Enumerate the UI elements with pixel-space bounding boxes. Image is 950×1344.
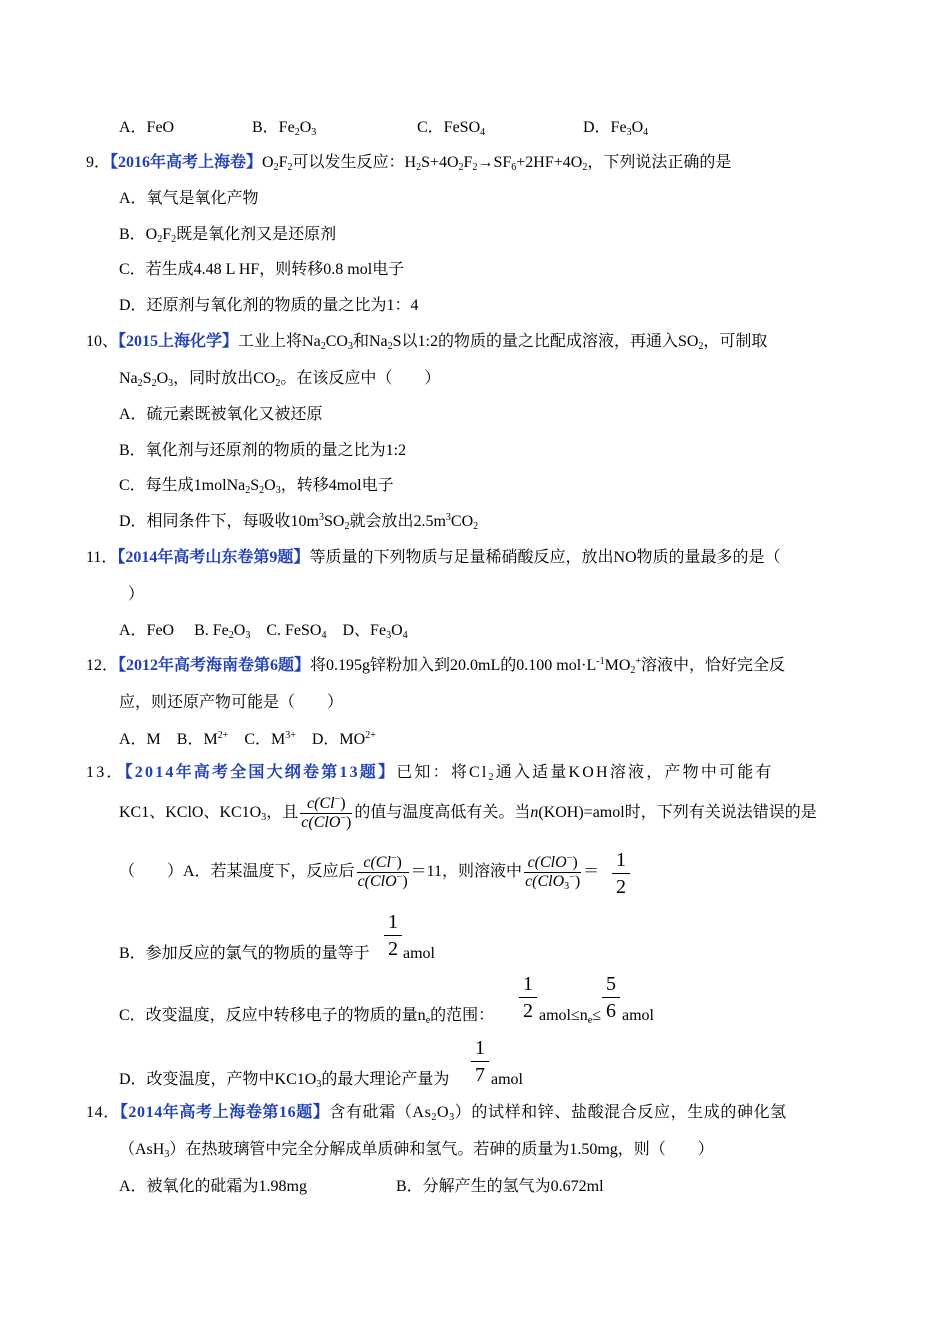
q13-fa1-dp: − xyxy=(396,871,403,883)
q8-d-t1: D．Fe xyxy=(583,119,627,136)
q9-b-s2: 2 xyxy=(171,234,177,245)
q13-t2: 通入适量KOH溶液，产物中可能有 xyxy=(495,764,774,781)
q13-c-half-n: 1 xyxy=(523,973,533,995)
q14-option-b: B．分解产生的氢气为0.672ml xyxy=(396,1178,604,1195)
q14-l2-s1: 3 xyxy=(164,1149,170,1160)
q13-fa1-d: c(ClO xyxy=(357,872,397,890)
q9-t2: F xyxy=(278,154,288,171)
q13-t1: 已知：将Cl xyxy=(396,764,489,781)
q13-fa2-numerator xyxy=(524,854,581,873)
q10-s2: 3 xyxy=(347,341,353,352)
q14-t3: ）的试样和锌、盐酸混合反应，生成的砷化氢 xyxy=(454,1104,787,1121)
q13-fa2-n: c(ClO xyxy=(527,853,567,871)
q13-c-six: 6 xyxy=(606,1000,616,1022)
q13-b-half xyxy=(384,910,402,961)
q10-l2-s2: 2 xyxy=(151,378,157,389)
q13-d-s1: 3 xyxy=(316,1079,322,1090)
q13-fa2-n2: ) xyxy=(572,853,578,871)
q13-f1-d: c(ClO xyxy=(301,813,341,831)
q13-option-b xyxy=(119,944,370,964)
q13-fa1-np: − xyxy=(390,852,397,864)
q14-option-a: A．被氧化的砒霜为1.98mg xyxy=(119,1178,308,1195)
q8-option-a xyxy=(119,118,174,138)
q8-option-b xyxy=(252,118,316,138)
q10-d-p2: 3 xyxy=(445,512,451,523)
q10-t2: CO xyxy=(325,333,348,350)
q10-option-b: B．氧化剂与还原剂的物质的量之比为1:2 xyxy=(119,442,407,459)
q12-o-p1: 2+ xyxy=(217,730,229,741)
q13-f1-dp: − xyxy=(340,812,347,824)
q9-stem xyxy=(86,153,731,173)
q13-l2-t4: (KOH)=amol时，下列有关说法错误的是 xyxy=(538,804,817,821)
q13-fa1-d2: ) xyxy=(402,872,408,890)
q10-l2-t3: O xyxy=(156,370,169,387)
q13-c-t1: C．改变温度，反应中转移电子的物质的量n xyxy=(119,1007,426,1024)
q10-t4: S以1:2的物质的量之比配成溶液，再通入SO xyxy=(392,333,699,350)
q9-s5: 2 xyxy=(472,162,478,173)
q11-o-s5: 4 xyxy=(402,630,408,641)
q12-p2: + xyxy=(635,656,642,667)
q10-stem xyxy=(86,332,767,352)
q11-o-t5: O xyxy=(391,622,403,639)
q10-s1: 2 xyxy=(320,341,326,352)
q9-s4: 2 xyxy=(458,162,464,173)
q14-l2-t2: ）在热玻璃管中完全分解成单质砷和氢气。若砷的质量为1.50mg，则（ ） xyxy=(169,1141,714,1158)
q10-option-d xyxy=(119,512,478,532)
q13-l2-t3: 的值与温度高低有关。当 xyxy=(354,804,531,821)
q10-source: 【2015上海化学】 xyxy=(118,333,239,350)
q11-stem xyxy=(86,548,781,568)
q9-number: 9． xyxy=(86,154,111,171)
q12-o-p2: 3+ xyxy=(285,730,296,741)
q13-l2-t1: KC1、KClO、KC1O xyxy=(119,804,262,821)
q9-option-a: A．氧气是氧化产物 xyxy=(119,190,259,207)
q13-a-t2: ＝11，则溶液中 xyxy=(410,863,523,880)
q9-source: 【2016年高考上海卷】 xyxy=(110,154,263,171)
q14-s1: 2 xyxy=(431,1112,438,1123)
q13-a-half-d: 2 xyxy=(616,876,626,898)
q14-s2: 3 xyxy=(449,1112,455,1123)
q10-option-a: A．硫元素既被氧化又被还原 xyxy=(119,406,323,423)
q13-fraction-a2 xyxy=(524,854,581,891)
q11-o-t2: O xyxy=(233,622,246,639)
q10-c-s1: 2 xyxy=(245,485,251,496)
q9-b-t3: 既是氧化剂又是还原剂 xyxy=(176,226,337,243)
q14-stem-line2 xyxy=(119,1140,714,1160)
q13-a-t1: （ ）A．若某温度下，反应后 xyxy=(119,863,355,880)
q14-source: 【2014年高考上海卷第16题】 xyxy=(119,1104,330,1121)
q8-b-t2: O xyxy=(299,119,312,136)
q13-fa2-ds: 3 xyxy=(564,880,570,892)
q14-l2-t1: （AsH xyxy=(119,1141,165,1158)
q13-d-seven: 7 xyxy=(475,1064,485,1086)
q8-d-t2: O xyxy=(631,119,644,136)
q13-c-le: ≤ xyxy=(592,1007,602,1024)
q9-t3: 可以发生反应：H xyxy=(292,154,417,171)
q13-f1-np: − xyxy=(334,793,341,805)
q10-l2-t1: Na xyxy=(119,370,138,387)
q13-option-c xyxy=(119,1006,494,1026)
q13-b-half-d: 2 xyxy=(388,938,398,960)
q8-c-t1: C．FeSO xyxy=(417,119,481,136)
q13-s1: 2 xyxy=(488,772,496,783)
q13-a-eq: ＝ xyxy=(583,863,600,880)
q13-b-t1: B．参加反应的氯气的物质的量等于 xyxy=(119,945,370,962)
q10-stem-line2 xyxy=(119,369,440,389)
q10-d-s1: 2 xyxy=(344,521,350,532)
q13-f1-denominator xyxy=(300,814,352,832)
q13-f1-n: c(Cl xyxy=(307,794,335,812)
q9-t6: →SF xyxy=(477,154,512,171)
q13-fa2-d2: ) xyxy=(574,872,581,890)
q11-o-s3: 4 xyxy=(321,630,327,641)
q13-l2-s1: 3 xyxy=(261,812,267,823)
q10-c-s2: 2 xyxy=(259,485,265,496)
q12-source: 【2012年高考海南卷第6题】 xyxy=(118,657,311,674)
q13-c-s1: e xyxy=(425,1015,431,1026)
q10-d-s2: 2 xyxy=(473,521,479,532)
q10-c-t1: C．每生成1molNa xyxy=(119,477,246,494)
q10-c-t2: S xyxy=(250,477,260,494)
q12-o-t2: C．M xyxy=(228,731,286,748)
q13-stem-line2 xyxy=(119,793,817,833)
q14-t2: O xyxy=(437,1104,450,1121)
q11-options xyxy=(119,621,408,641)
q10-t3: 和Na xyxy=(352,333,388,350)
q12-options xyxy=(119,730,376,750)
q14-stem xyxy=(86,1103,787,1123)
q10-l2-t4: ，同时放出CO xyxy=(173,370,276,387)
q13-d-one: 1 xyxy=(475,1037,485,1059)
q10-d-p1: 3 xyxy=(319,512,325,523)
q13-f1-n2: ) xyxy=(340,794,346,812)
q10-l2-s3: 3 xyxy=(168,378,174,389)
q8-d-s2: 4 xyxy=(643,127,649,138)
q13-c-s2: e xyxy=(587,1015,593,1026)
q10-d-t3: 就会放出2.5m xyxy=(349,513,446,530)
q10-option-c xyxy=(119,476,394,496)
q8-b-s2: 3 xyxy=(311,127,317,138)
q12-o-t1: A．M B．M xyxy=(119,731,218,748)
q9-s2: 2 xyxy=(287,162,293,173)
q8-option-a-text: A．FeO xyxy=(119,119,175,136)
q9-t8: ，下列说法正确的是 xyxy=(587,154,732,171)
q13-l2-t2: ，且 xyxy=(266,804,299,821)
q13-option-d xyxy=(119,1070,449,1090)
q12-t3: 溶液中，恰好完全反 xyxy=(641,657,786,674)
q12-o-p3: 2+ xyxy=(365,730,376,741)
q13-a-half xyxy=(612,848,630,899)
q11-source: 【2014年高考山东卷第9题】 xyxy=(117,549,310,566)
q13-fa2-np: − xyxy=(566,852,573,864)
q10-t5: ，可制取 xyxy=(703,333,768,350)
q13-c-range xyxy=(539,1006,601,1026)
q13-stem xyxy=(86,763,774,783)
q13-a-half-n: 1 xyxy=(616,849,626,871)
q13-c-t3: amol≤n xyxy=(539,1007,588,1024)
q13-c-half-bar xyxy=(519,997,537,998)
q8-c-s1: 4 xyxy=(480,127,486,138)
q13-f1-numerator xyxy=(300,795,352,814)
q13-d-t1: D．改变温度，产物中KC1O xyxy=(119,1071,317,1088)
q13-fraction-cl-clo xyxy=(300,795,352,832)
q13-f1-d2: ) xyxy=(346,813,352,831)
q12-number: 12． xyxy=(86,657,119,674)
q13-number: 13． xyxy=(86,764,125,781)
q13-c-unit: amol xyxy=(622,1007,654,1024)
q13-fa2-denominator xyxy=(524,873,581,891)
q13-d-t2: 的最大理论产量为 xyxy=(321,1071,450,1088)
q12-p1: -1 xyxy=(596,656,605,667)
q13-c-half-d: 2 xyxy=(523,1000,533,1022)
q13-c-frac-bar xyxy=(602,997,620,998)
q13-fa1-numerator xyxy=(357,854,409,873)
q13-option-a xyxy=(119,852,599,892)
q13-c-t2: 的范围： xyxy=(430,1007,495,1024)
q11-o-s4: 3 xyxy=(386,630,392,641)
q13-a-half-bar xyxy=(612,873,630,874)
q8-b-t1: B．Fe xyxy=(252,119,295,136)
q10-d-t1: D．相同条件下，每吸收10m xyxy=(119,513,320,530)
q9-t7: +2HF+4O xyxy=(516,154,583,171)
q13-d-unit: amol xyxy=(491,1071,523,1088)
q10-s4: 2 xyxy=(698,341,704,352)
q9-b-s1: 2 xyxy=(157,234,163,245)
q10-c-t3: O xyxy=(264,477,276,494)
q11-number: 11． xyxy=(86,549,118,566)
q9-b-t1: B．O xyxy=(119,226,158,243)
q12-t2: MO xyxy=(604,657,631,674)
q11-o-t1: A．FeO B. Fe xyxy=(119,622,229,639)
q9-t5: F xyxy=(463,154,473,171)
q13-l2-n: n xyxy=(530,804,539,821)
q11-o-s1: 2 xyxy=(228,630,234,641)
q10-l2-s1: 2 xyxy=(137,378,143,389)
q12-t1: 将0.195g锌粉加入到20.0mL的0.100 mol·L xyxy=(310,657,597,674)
q13-c-half xyxy=(519,972,537,1023)
q10-d-t2: SO xyxy=(324,513,345,530)
q8-option-c xyxy=(417,118,485,138)
q9-t1: O xyxy=(262,154,274,171)
q13-b-unit: amol xyxy=(403,945,435,962)
q11-t1: 等质量的下列物质与足量稀硝酸反应，放出NO物质的量最多的是（ xyxy=(309,549,781,566)
q9-s6: 6 xyxy=(511,162,517,173)
q13-source: 【2014年高考全国大纲卷第13题】 xyxy=(124,764,397,781)
q10-c-s3: 3 xyxy=(275,485,281,496)
q13-d-one-seventh xyxy=(471,1036,489,1087)
q8-b-s1: 2 xyxy=(294,127,300,138)
q13-fa1-n2: ) xyxy=(396,853,402,871)
q11-o-s2: 3 xyxy=(245,630,251,641)
q8-option-d xyxy=(583,118,648,138)
q13-fa2-d: c(ClO xyxy=(525,872,565,890)
q9-option-c: C．若生成4.48 L HF，则转移0.8 mol电子 xyxy=(119,261,405,278)
q13-fa1-denominator xyxy=(357,873,409,891)
q9-option-d: D．还原剂与氧化剂的物质的量之比为1：4 xyxy=(119,297,419,314)
q10-l2-s4: 2 xyxy=(275,378,281,389)
q10-t1: 工业上将Na xyxy=(238,333,321,350)
q12-stem xyxy=(86,656,785,676)
q12-s1: 2 xyxy=(630,665,636,676)
q14-number: 14． xyxy=(86,1104,120,1121)
q10-l2-t2: S xyxy=(142,370,152,387)
q10-number: 10、 xyxy=(86,333,119,350)
q14-t1: 含有砒霜（As xyxy=(329,1104,432,1121)
q9-s3: 2 xyxy=(416,162,422,173)
q9-t4: S+4O xyxy=(421,154,459,171)
q11-stem-line2: ） xyxy=(128,586,145,603)
q10-s3: 2 xyxy=(387,341,393,352)
q9-s7: 2 xyxy=(582,162,588,173)
q13-fraction-a1 xyxy=(357,854,409,891)
q13-c-five-sixths xyxy=(602,972,620,1023)
q13-d-frac-bar xyxy=(471,1061,489,1062)
q9-b-t2: F xyxy=(162,226,172,243)
q13-b-half-n: 1 xyxy=(388,911,398,933)
q8-d-s1: 3 xyxy=(626,127,632,138)
q13-fa1-n: c(Cl xyxy=(363,853,391,871)
q10-l2-t5: 。在该反应中（ ） xyxy=(280,370,441,387)
q11-o-t4: D、Fe xyxy=(326,622,387,639)
q13-b-half-bar xyxy=(384,935,402,936)
q12-stem-line2: 应，则还原产物可能是（ ） xyxy=(119,694,344,711)
q11-o-t3: C. FeSO xyxy=(250,622,322,639)
q9-option-b xyxy=(119,225,336,245)
q10-c-t4: ，转移4mol电子 xyxy=(280,477,394,494)
q10-d-t4: CO xyxy=(450,513,474,530)
q12-o-t3: D．MO xyxy=(295,731,366,748)
q13-fa2-dp: − xyxy=(569,871,575,883)
q9-s1: 2 xyxy=(273,162,279,173)
q13-c-five: 5 xyxy=(606,973,616,995)
